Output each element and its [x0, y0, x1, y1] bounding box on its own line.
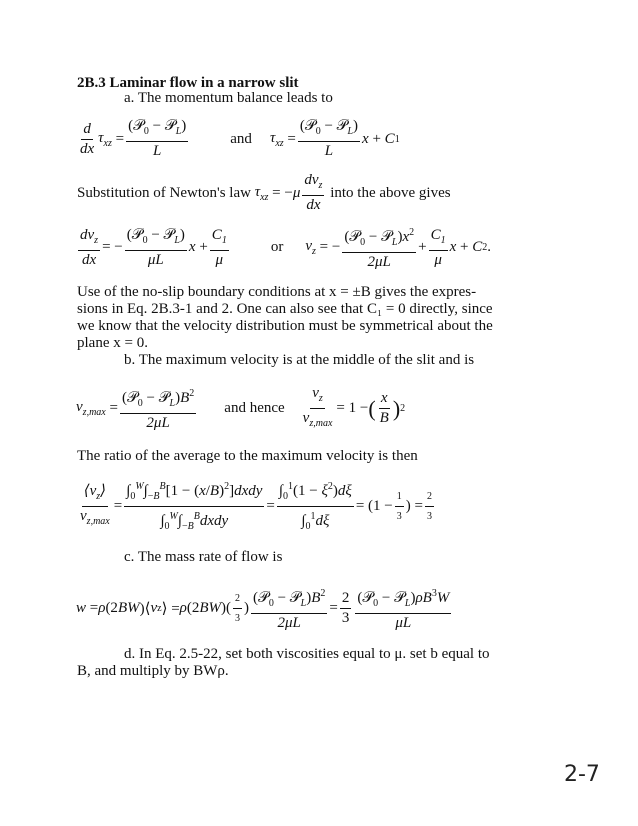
part-d-line: d. In Eq. 2.5-22, set both viscosities equal to μ. set b equal to: [124, 646, 490, 662]
section-heading: 2B.3 Laminar flow in a narrow slit: [77, 75, 299, 91]
part-c-intro: c. The mass rate of flow is: [124, 549, 283, 565]
part-b-intro: b. The maximum velocity is at the middle of the slit and is: [124, 352, 475, 368]
ratio-text: The ratio of the average to the maximum velocity is then: [77, 448, 418, 464]
eq3-connector: and hence: [224, 400, 285, 416]
paragraph-line: sions in Eq. 2B.3-1 and 2. One can also see that C₁ = 0 directly, since: [77, 301, 493, 317]
equation-max-velocity: $v_{z,max}$ = $\frac{(𝒫_0 - 𝒫_L)B^2}{2\mu L}$ and hence $\frac{v_z}{v_{z,max}}$ = 1 − ( $\frac{x}{B}$ ) 2: [76, 385, 406, 431]
eq1-connector: and: [230, 130, 252, 147]
equation-average-ratio: $\frac{⟨v_z⟩}{v_{z,max}}$ = $\frac{\int_0^W\int_{-B}^B[1 - (x/B)^2]dxdy}{\int_0^W\int_{-B}^Bdxdy}$ = $\frac{\int_0^1(1 - \xi^2)d\xi}{\int_0^1d\xi}$ = (1 − $\frac{1}{3}$ ) = $\frac{2}{3}$: [76, 478, 436, 535]
page-number: 2-7: [564, 762, 600, 787]
part-a-intro: a. The momentum balance leads to: [124, 90, 333, 106]
paragraph-line: we know that the velocity distribution must be symmetrical about the: [77, 318, 493, 334]
part-d-line: B, and multiply by BWρ.: [77, 663, 229, 679]
paragraph-line: Use of the no-slip boundary conditions at x = ±B gives the expres-: [77, 284, 477, 300]
paragraph-line: plane x = 0.: [77, 335, 148, 351]
equation-mass-flow: w = ρ (2 BW )⟨ v z ⟩ = ρ (2 BW )( $\frac{2}{3}$ ) $\frac{(𝒫_0 - 𝒫_L)B^2}{2\mu L}$ = $\frac{2}{3}$ $\frac{(𝒫_0 - 𝒫_L)\rho B^3W}{\mu L}$: [76, 585, 453, 632]
equation-velocity-gradient: $\frac{dv_z}{dx}$ = − $\frac{(𝒫_0 - 𝒫_L)}{\mu L}$ x + $\frac{C_1}{\mu}$ or $v_z$ = − $\frac{(𝒫_0 - 𝒫_L)x^2}{2\mu L}$ + $\frac{C_1}{\mu}$ x + C 2 .: [76, 224, 491, 271]
equation-momentum-balance: $\frac{d}{dx}$ $\tau_{xz}$ = $\frac{(𝒫_0 - 𝒫_L)}{L}$ and $\tau_{xz}$ = $\frac{(𝒫_0 - 𝒫_L)}{L}$ x + C 1: [80, 118, 400, 159]
substitution-line: Substitution of Newton's law $\tau_{xz}$ = − μ $\frac{dv_z}{dx}$ into the above gives: [77, 172, 451, 213]
eq2-connector: or: [270, 239, 284, 255]
